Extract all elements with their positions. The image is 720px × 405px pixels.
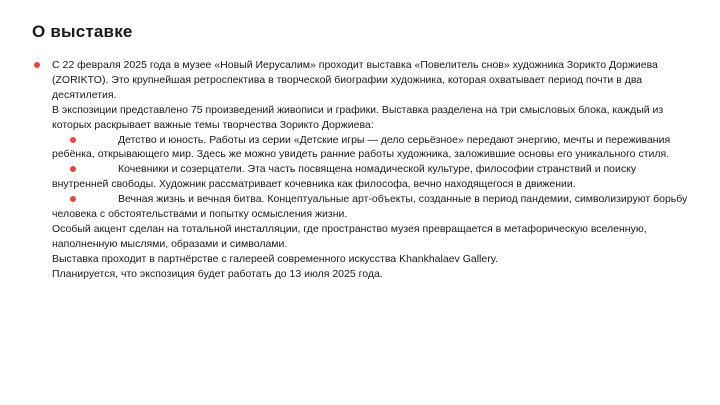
list-item [26, 58, 694, 133]
sub-item-childhood [52, 133, 694, 163]
sub-item-childhood-text: Детство и юность. Работы из серии «Детские игры — дело серьёзное» передают энергию, мечты и переживания ребёнка, открывающего мир. Здесь же можно увидеть ранние работы художника, заложившие основы его уникального стиля. [52, 133, 671, 161]
bullet-icon [70, 137, 76, 143]
list-item [26, 162, 694, 192]
closing-paragraph-3: Планируется, что экспозиция будет работать до 13 июля 2025 года. [52, 267, 383, 280]
sub-item-eternal-text: Вечная жизнь и вечная битва. Концептуальные арт-объекты, созданные в период пандемии, символизируют борьбу человека с обстоятельствами и попытку осмысления жизни. [52, 193, 688, 221]
bullet-icon [34, 62, 40, 68]
page-title: О выставке [32, 22, 133, 41]
slide-body [26, 58, 694, 282]
list-item [26, 133, 694, 163]
intro-paragraph-1: С 22 февраля 2025 года в музее «Новый Иерусалим» проходит выставка «Повелитель снов» художника Зорикто Доржиева (ZORIKTO). Это крупнейшая ретроспектива в творческой биографии художника, которая охватывает период почти в два десятилетия. [52, 59, 658, 101]
sub-item-eternal [52, 192, 694, 222]
intro-paragraph-2: В экспозиции представлено 75 произведений живописи и графики. Выставка разделена на три смысловых блока, каждый из которых раскрывает важные темы творчества Зорикто Доржиева: [52, 103, 664, 131]
closing-paragraph-1: Особый акцент сделан на тотальной инсталляции, где пространство музея превращается в метафорическую вселенную, наполненную мыслями, образами и символами. [52, 222, 647, 250]
closing-paragraph-2: Выставка проходит в партнёрстве с галереей современного искусства Khankhalaev Gallery. [52, 252, 499, 265]
list-item [26, 192, 694, 281]
sub-item-nomads-text: Кочевники и созерцатели. Эта часть посвящена номадической культуре, философии странствий и поиску внутренней свободы. Художник рассматривает кочевника как философа, вечно находящегося в движении. [52, 163, 637, 191]
sub-item-nomads [52, 162, 694, 192]
